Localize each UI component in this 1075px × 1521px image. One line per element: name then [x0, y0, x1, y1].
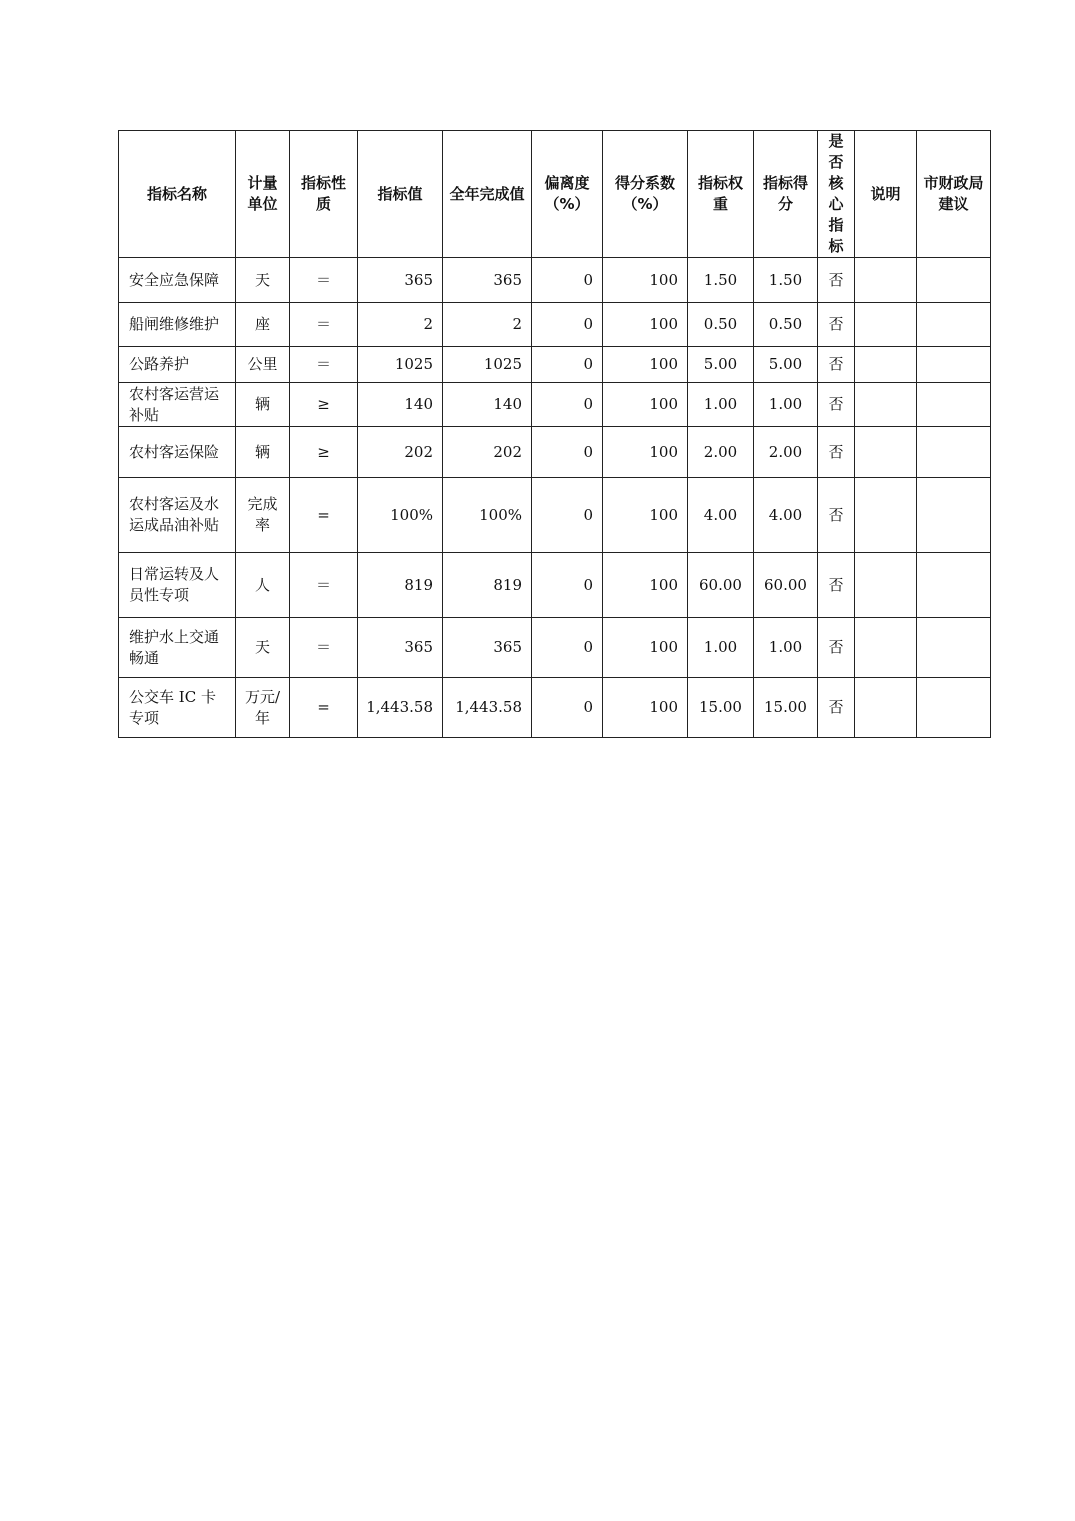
cell-name: 农村客运营运补贴 [119, 383, 236, 427]
cell-note [855, 678, 917, 738]
cell-actual: 100% [443, 478, 532, 553]
cell-note [855, 383, 917, 427]
header-core: 是否核心指标 [818, 131, 855, 258]
cell-actual: 140 [443, 383, 532, 427]
cell-nature: ≥ [290, 383, 358, 427]
cell-note [855, 303, 917, 347]
cell-unit: 完成率 [236, 478, 290, 553]
cell-coef: 100 [603, 478, 688, 553]
cell-deviation: 0 [532, 347, 603, 383]
cell-weight: 0.50 [688, 303, 754, 347]
header-note: 说明 [855, 131, 917, 258]
cell-core: 否 [818, 553, 855, 618]
header-nature: 指标性质 [290, 131, 358, 258]
cell-advice [917, 427, 991, 478]
cell-deviation: 0 [532, 303, 603, 347]
header-target: 指标值 [358, 131, 443, 258]
cell-nature: ＝ [290, 303, 358, 347]
cell-coef: 100 [603, 347, 688, 383]
cell-note [855, 553, 917, 618]
cell-name: 安全应急保障 [119, 258, 236, 303]
cell-note [855, 347, 917, 383]
cell-advice [917, 678, 991, 738]
cell-score: 0.50 [754, 303, 818, 347]
header-weight: 指标权重 [688, 131, 754, 258]
cell-unit: 天 [236, 618, 290, 678]
cell-note [855, 427, 917, 478]
cell-score: 15.00 [754, 678, 818, 738]
cell-name: 日常运转及人员性专项 [119, 553, 236, 618]
table-row [119, 347, 991, 383]
cell-advice [917, 258, 991, 303]
cell-core: 否 [818, 303, 855, 347]
cell-target: 365 [358, 618, 443, 678]
cell-score: 4.00 [754, 478, 818, 553]
cell-name: 公交车 IC 卡专项 [119, 678, 236, 738]
cell-name: 维护水上交通畅通 [119, 618, 236, 678]
cell-coef: 100 [603, 427, 688, 478]
header-score: 指标得分 [754, 131, 818, 258]
cell-coef: 100 [603, 678, 688, 738]
header-actual: 全年完成值 [443, 131, 532, 258]
cell-unit: 万元/年 [236, 678, 290, 738]
cell-unit: 座 [236, 303, 290, 347]
header-deviation: 偏离度（%） [532, 131, 603, 258]
cell-deviation: 0 [532, 618, 603, 678]
cell-core: 否 [818, 383, 855, 427]
cell-score: 60.00 [754, 553, 818, 618]
cell-target: 365 [358, 258, 443, 303]
cell-name: 船闸维修维护 [119, 303, 236, 347]
cell-advice [917, 553, 991, 618]
cell-weight: 5.00 [688, 347, 754, 383]
cell-actual: 2 [443, 303, 532, 347]
cell-nature: ＝ [290, 347, 358, 383]
cell-nature: ＝ [290, 553, 358, 618]
cell-deviation: 0 [532, 553, 603, 618]
header-advice: 市财政局建议 [917, 131, 991, 258]
cell-weight: 2.00 [688, 427, 754, 478]
cell-unit: 辆 [236, 427, 290, 478]
cell-note [855, 258, 917, 303]
header-row [119, 131, 991, 258]
cell-coef: 100 [603, 553, 688, 618]
cell-weight: 1.00 [688, 383, 754, 427]
cell-nature: = [290, 478, 358, 553]
cell-deviation: 0 [532, 427, 603, 478]
cell-deviation: 0 [532, 478, 603, 553]
cell-actual: 1,443.58 [443, 678, 532, 738]
cell-unit: 人 [236, 553, 290, 618]
cell-weight: 60.00 [688, 553, 754, 618]
header-unit: 计量单位 [236, 131, 290, 258]
table-row [119, 678, 991, 738]
cell-actual: 202 [443, 427, 532, 478]
cell-nature: = [290, 678, 358, 738]
cell-deviation: 0 [532, 258, 603, 303]
cell-core: 否 [818, 427, 855, 478]
cell-target: 2 [358, 303, 443, 347]
cell-score: 5.00 [754, 347, 818, 383]
cell-note [855, 478, 917, 553]
cell-target: 140 [358, 383, 443, 427]
cell-target: 1,443.58 [358, 678, 443, 738]
cell-core: 否 [818, 258, 855, 303]
cell-name: 公路养护 [119, 347, 236, 383]
cell-deviation: 0 [532, 383, 603, 427]
cell-actual: 1025 [443, 347, 532, 383]
cell-nature: ≥ [290, 427, 358, 478]
cell-core: 否 [818, 347, 855, 383]
table-row [119, 258, 991, 303]
table-body [119, 258, 991, 738]
cell-weight: 1.50 [688, 258, 754, 303]
cell-advice [917, 478, 991, 553]
cell-coef: 100 [603, 618, 688, 678]
cell-deviation: 0 [532, 678, 603, 738]
cell-note [855, 618, 917, 678]
table-row [119, 618, 991, 678]
cell-actual: 365 [443, 618, 532, 678]
cell-score: 1.00 [754, 383, 818, 427]
cell-name: 农村客运保险 [119, 427, 236, 478]
cell-weight: 15.00 [688, 678, 754, 738]
header-coef: 得分系数（%） [603, 131, 688, 258]
cell-target: 100% [358, 478, 443, 553]
cell-core: 否 [818, 678, 855, 738]
cell-score: 1.00 [754, 618, 818, 678]
cell-name: 农村客运及水运成品油补贴 [119, 478, 236, 553]
cell-advice [917, 303, 991, 347]
cell-advice [917, 347, 991, 383]
table-row [119, 303, 991, 347]
cell-coef: 100 [603, 383, 688, 427]
cell-actual: 365 [443, 258, 532, 303]
cell-weight: 1.00 [688, 618, 754, 678]
table-row [119, 553, 991, 618]
cell-unit: 天 [236, 258, 290, 303]
table-row [119, 427, 991, 478]
cell-core: 否 [818, 618, 855, 678]
cell-unit: 辆 [236, 383, 290, 427]
cell-coef: 100 [603, 258, 688, 303]
cell-nature: ＝ [290, 618, 358, 678]
cell-weight: 4.00 [688, 478, 754, 553]
cell-score: 2.00 [754, 427, 818, 478]
header-name: 指标名称 [119, 131, 236, 258]
cell-score: 1.50 [754, 258, 818, 303]
cell-target: 1025 [358, 347, 443, 383]
cell-advice [917, 383, 991, 427]
cell-actual: 819 [443, 553, 532, 618]
table-row [119, 478, 991, 553]
cell-advice [917, 618, 991, 678]
cell-core: 否 [818, 478, 855, 553]
cell-target: 819 [358, 553, 443, 618]
table-row [119, 383, 991, 427]
cell-unit: 公里 [236, 347, 290, 383]
cell-target: 202 [358, 427, 443, 478]
cell-nature: ＝ [290, 258, 358, 303]
cell-coef: 100 [603, 303, 688, 347]
indicator-table [118, 130, 991, 738]
